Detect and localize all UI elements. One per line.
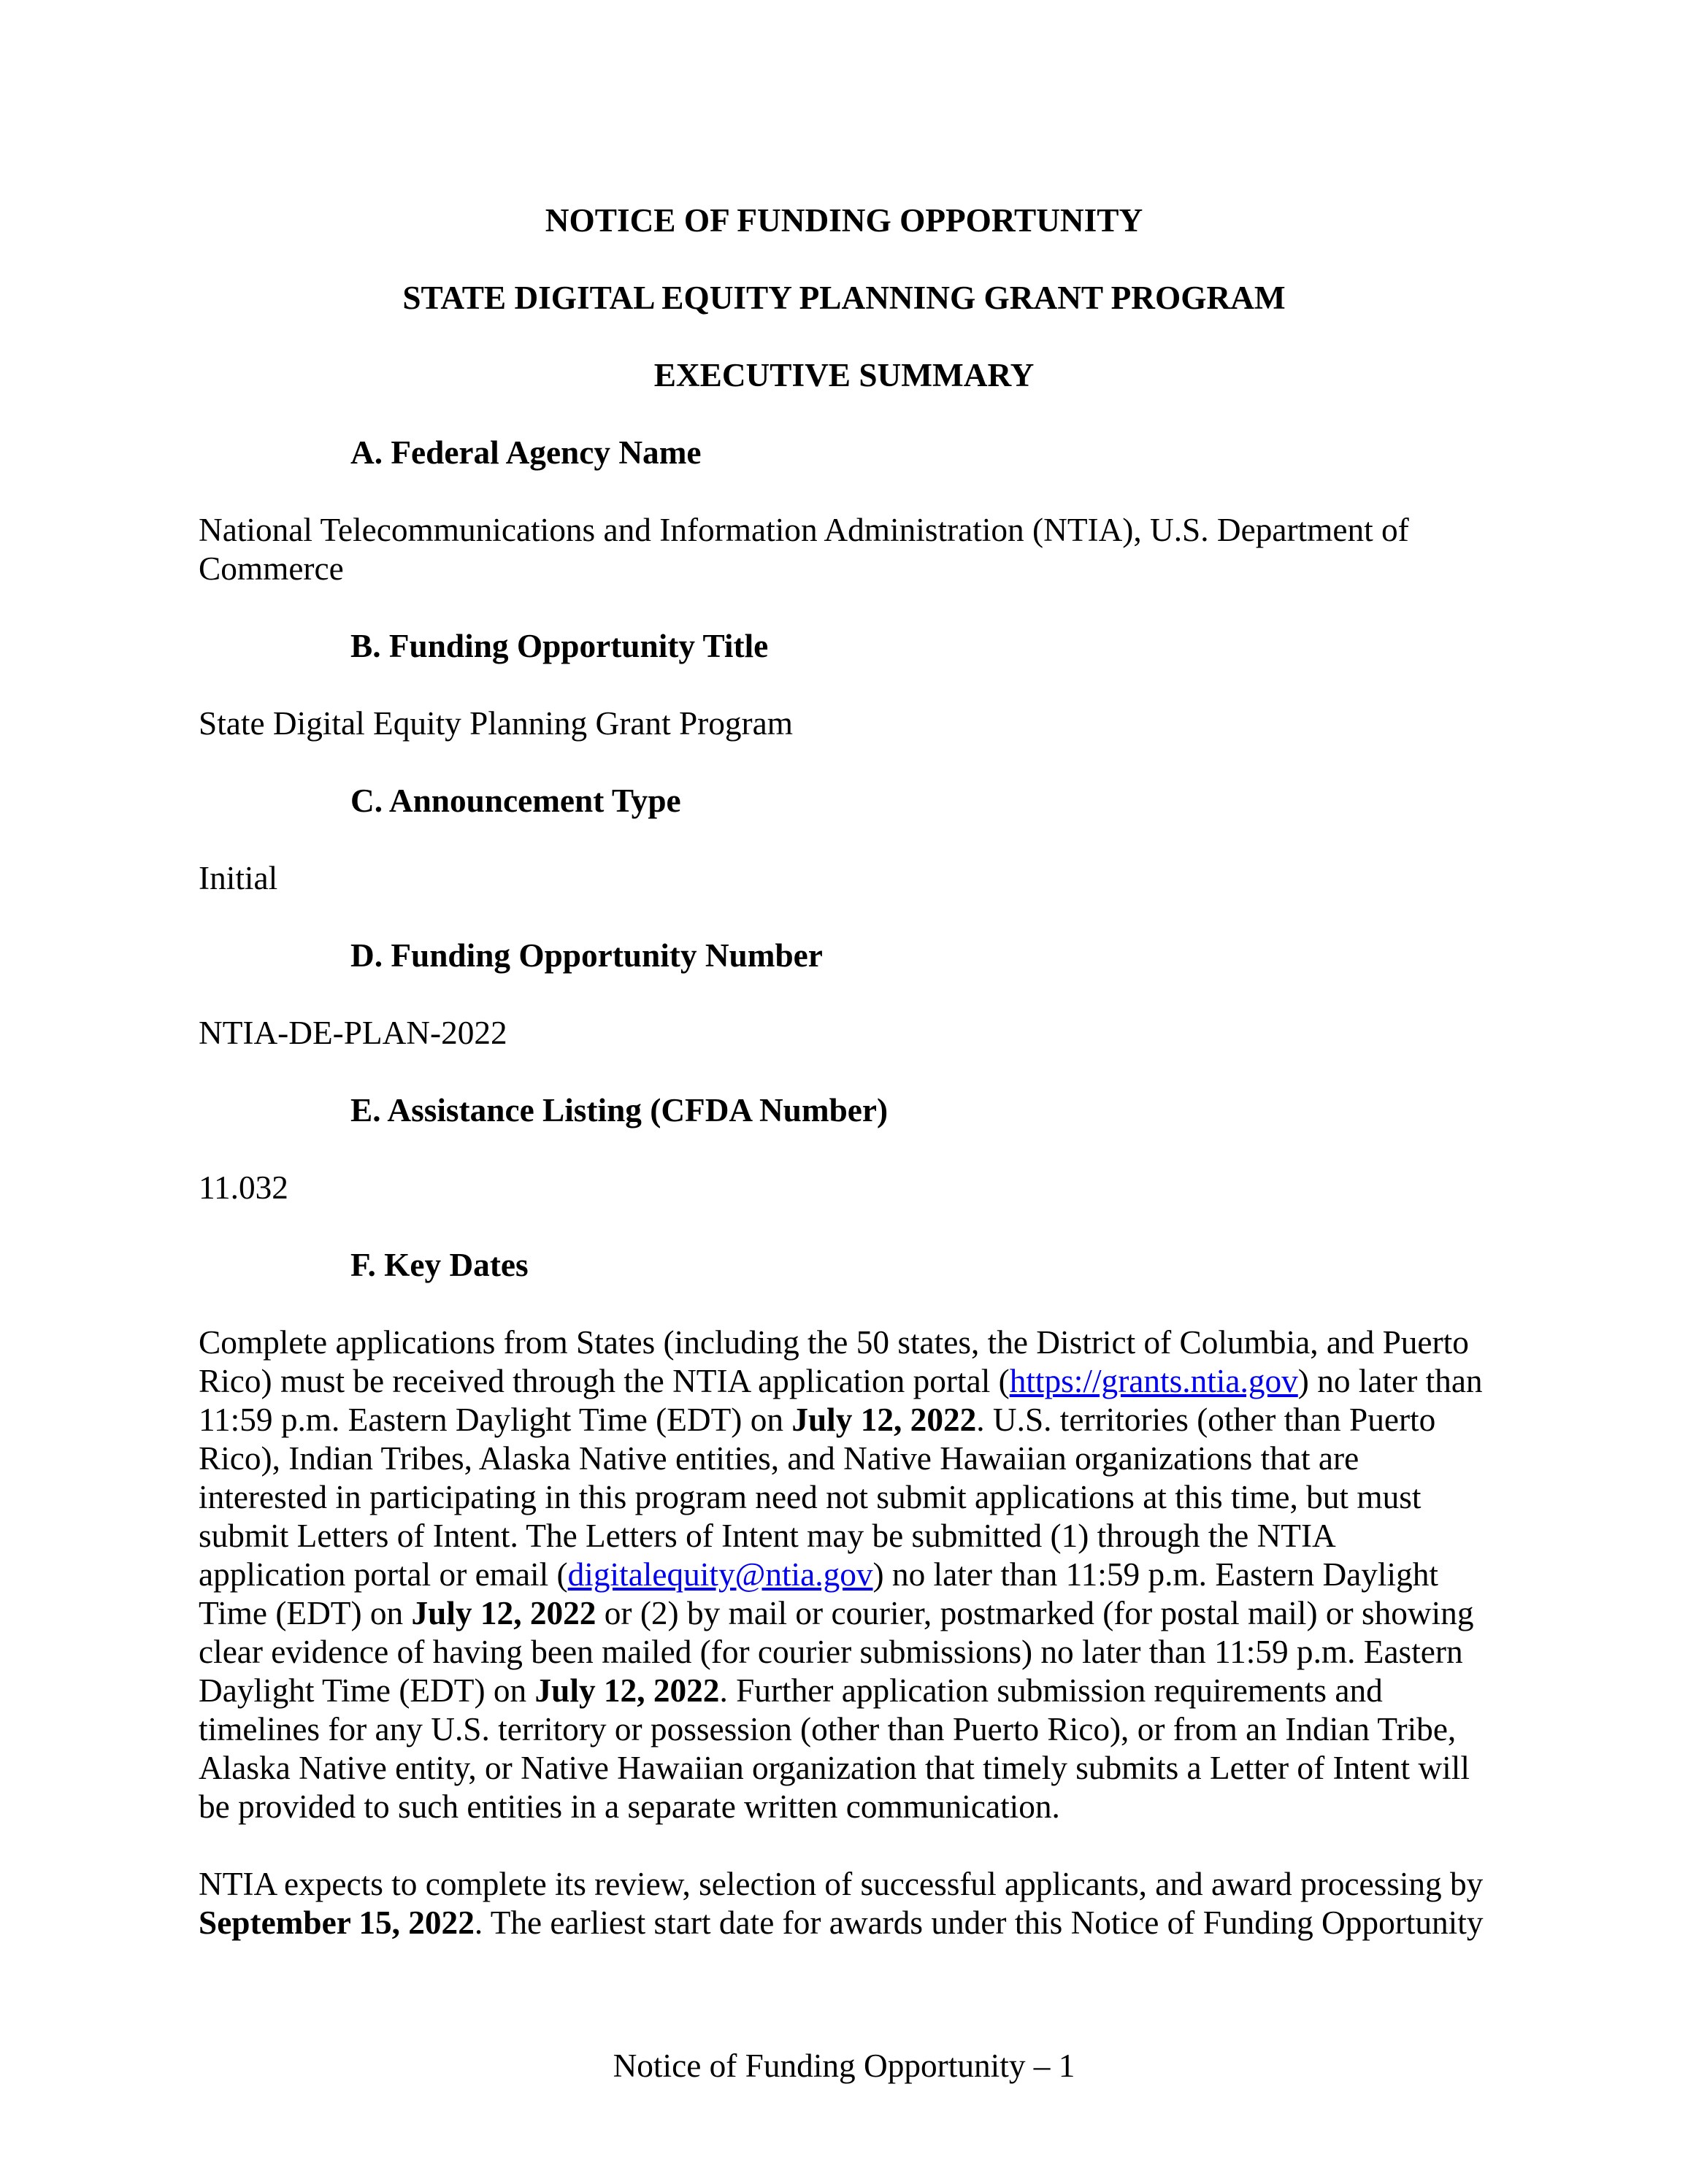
text-segment: NTIA expects to complete its review, selection of successful applicants, and award processing by (199, 1866, 1484, 1902)
text-segment: or (2) by mail or courier, postmarked (for postal mail) or showing (596, 1595, 1474, 1631)
section-heading: B. Funding Opportunity Title (350, 628, 769, 664)
text-segment: 11.032 (199, 1169, 288, 1206)
paragraph-line (199, 1401, 1489, 1439)
paragraph-line (199, 859, 1489, 898)
paragraph-line (199, 1362, 1489, 1401)
section-heading: C. Announcement Type (350, 783, 681, 819)
text-segment: July 12, 2022 (411, 1595, 596, 1631)
section-heading: D. Funding Opportunity Number (350, 937, 823, 974)
paragraph-line (199, 1556, 1489, 1594)
paragraph-line (199, 1749, 1489, 1788)
paragraph (199, 1865, 1489, 1942)
paragraph-line (199, 1788, 1489, 1826)
executive-summary-title: EXECUTIVE SUMMARY (653, 357, 1035, 393)
paragraph (199, 859, 1489, 898)
grants-portal-link[interactable]: https://grants.ntia.gov (1009, 1363, 1298, 1399)
paragraph-line (199, 1323, 1489, 1362)
section-heading: E. Assistance Listing (CFDA Number) (350, 1092, 889, 1128)
text-segment: submit Letters of Intent. The Letters of Intent may be submitted (1) through the NTIA (199, 1518, 1336, 1554)
text-segment: Daylight Time (EDT) on (199, 1672, 535, 1709)
paragraph (199, 1169, 1489, 1207)
text-segment: Alaska Native entity, or Native Hawaiian organization that timely submits a Letter of Intent will (199, 1750, 1470, 1786)
paragraph (199, 1323, 1489, 1826)
paragraph-line (199, 511, 1489, 550)
paragraph-line (199, 1594, 1489, 1633)
page-footer: Notice of Funding Opportunity – 1 (613, 2048, 1075, 2084)
text-segment: Initial (199, 860, 278, 896)
paragraph-line (199, 1672, 1489, 1710)
document-title: NOTICE OF FUNDING OPPORTUNITY (545, 202, 1143, 239)
paragraph-line (199, 704, 1489, 743)
text-segment: . The earliest start date for awards under this Notice of Funding Opportunity (474, 1904, 1484, 1941)
document-subtitle: STATE DIGITAL EQUITY PLANNING GRANT PROGRAM (402, 280, 1286, 316)
paragraph (199, 1014, 1489, 1053)
paragraph-line (199, 1014, 1489, 1053)
paragraph-line (199, 1865, 1489, 1904)
paragraph (199, 511, 1489, 588)
document-body (199, 434, 1489, 1942)
paragraph-line (199, 1517, 1489, 1556)
page-content (199, 201, 1489, 1981)
paragraph-line (199, 1169, 1489, 1207)
text-segment: July 12, 2022 (791, 1401, 977, 1438)
text-segment: be provided to such entities in a separate written communication. (199, 1788, 1060, 1825)
text-segment: July 12, 2022 (534, 1672, 720, 1709)
section-heading: F. Key Dates (350, 1247, 529, 1283)
paragraph-line (199, 1478, 1489, 1517)
text-segment: Rico), Indian Tribes, Alaska Native entities, and Native Hawaiian organizations that are (199, 1440, 1359, 1477)
text-segment: interested in participating in this program need not submit applications at this time, but must (199, 1479, 1422, 1515)
text-segment: ) no later than (1297, 1363, 1483, 1399)
paragraph (199, 704, 1489, 743)
section-heading: A. Federal Agency Name (350, 434, 702, 471)
text-segment: Time (EDT) on (199, 1595, 412, 1631)
text-segment: Complete applications from States (including the 50 states, the District of Columbia, and Puerto (199, 1324, 1469, 1361)
text-segment: ) no later than 11:59 p.m. Eastern Daylight (872, 1556, 1438, 1593)
paragraph-line (199, 1439, 1489, 1478)
paragraph-line (199, 1904, 1489, 1942)
text-segment: National Telecommunications and Information Administration (NTIA), U.S. Department of (199, 512, 1409, 548)
text-segment: NTIA-DE-PLAN-2022 (199, 1015, 507, 1051)
paragraph-line (199, 1633, 1489, 1672)
text-segment: application portal or email ( (199, 1556, 568, 1593)
text-segment: 11:59 p.m. Eastern Daylight Time (EDT) on (199, 1401, 792, 1438)
text-segment: Commerce (199, 550, 344, 587)
text-segment: timelines for any U.S. territory or possession (other than Puerto Rico), or from an Indian Tribe, (199, 1711, 1457, 1747)
text-segment: September 15, 2022 (199, 1904, 475, 1941)
text-segment: Rico) must be received through the NTIA application portal ( (199, 1363, 1010, 1399)
text-segment: State Digital Equity Planning Grant Program (199, 705, 793, 742)
digitalequity-email-link[interactable]: digitalequity@ntia.gov (567, 1556, 873, 1593)
paragraph-line (199, 550, 1489, 588)
paragraph-line (199, 1710, 1489, 1749)
text-segment: . Further application submission requirements and (719, 1672, 1383, 1709)
text-segment: clear evidence of having been mailed (for courier submissions) no later than 11:59 p.m. Eastern (199, 1634, 1463, 1670)
text-segment: . U.S. territories (other than Puerto (976, 1401, 1436, 1438)
